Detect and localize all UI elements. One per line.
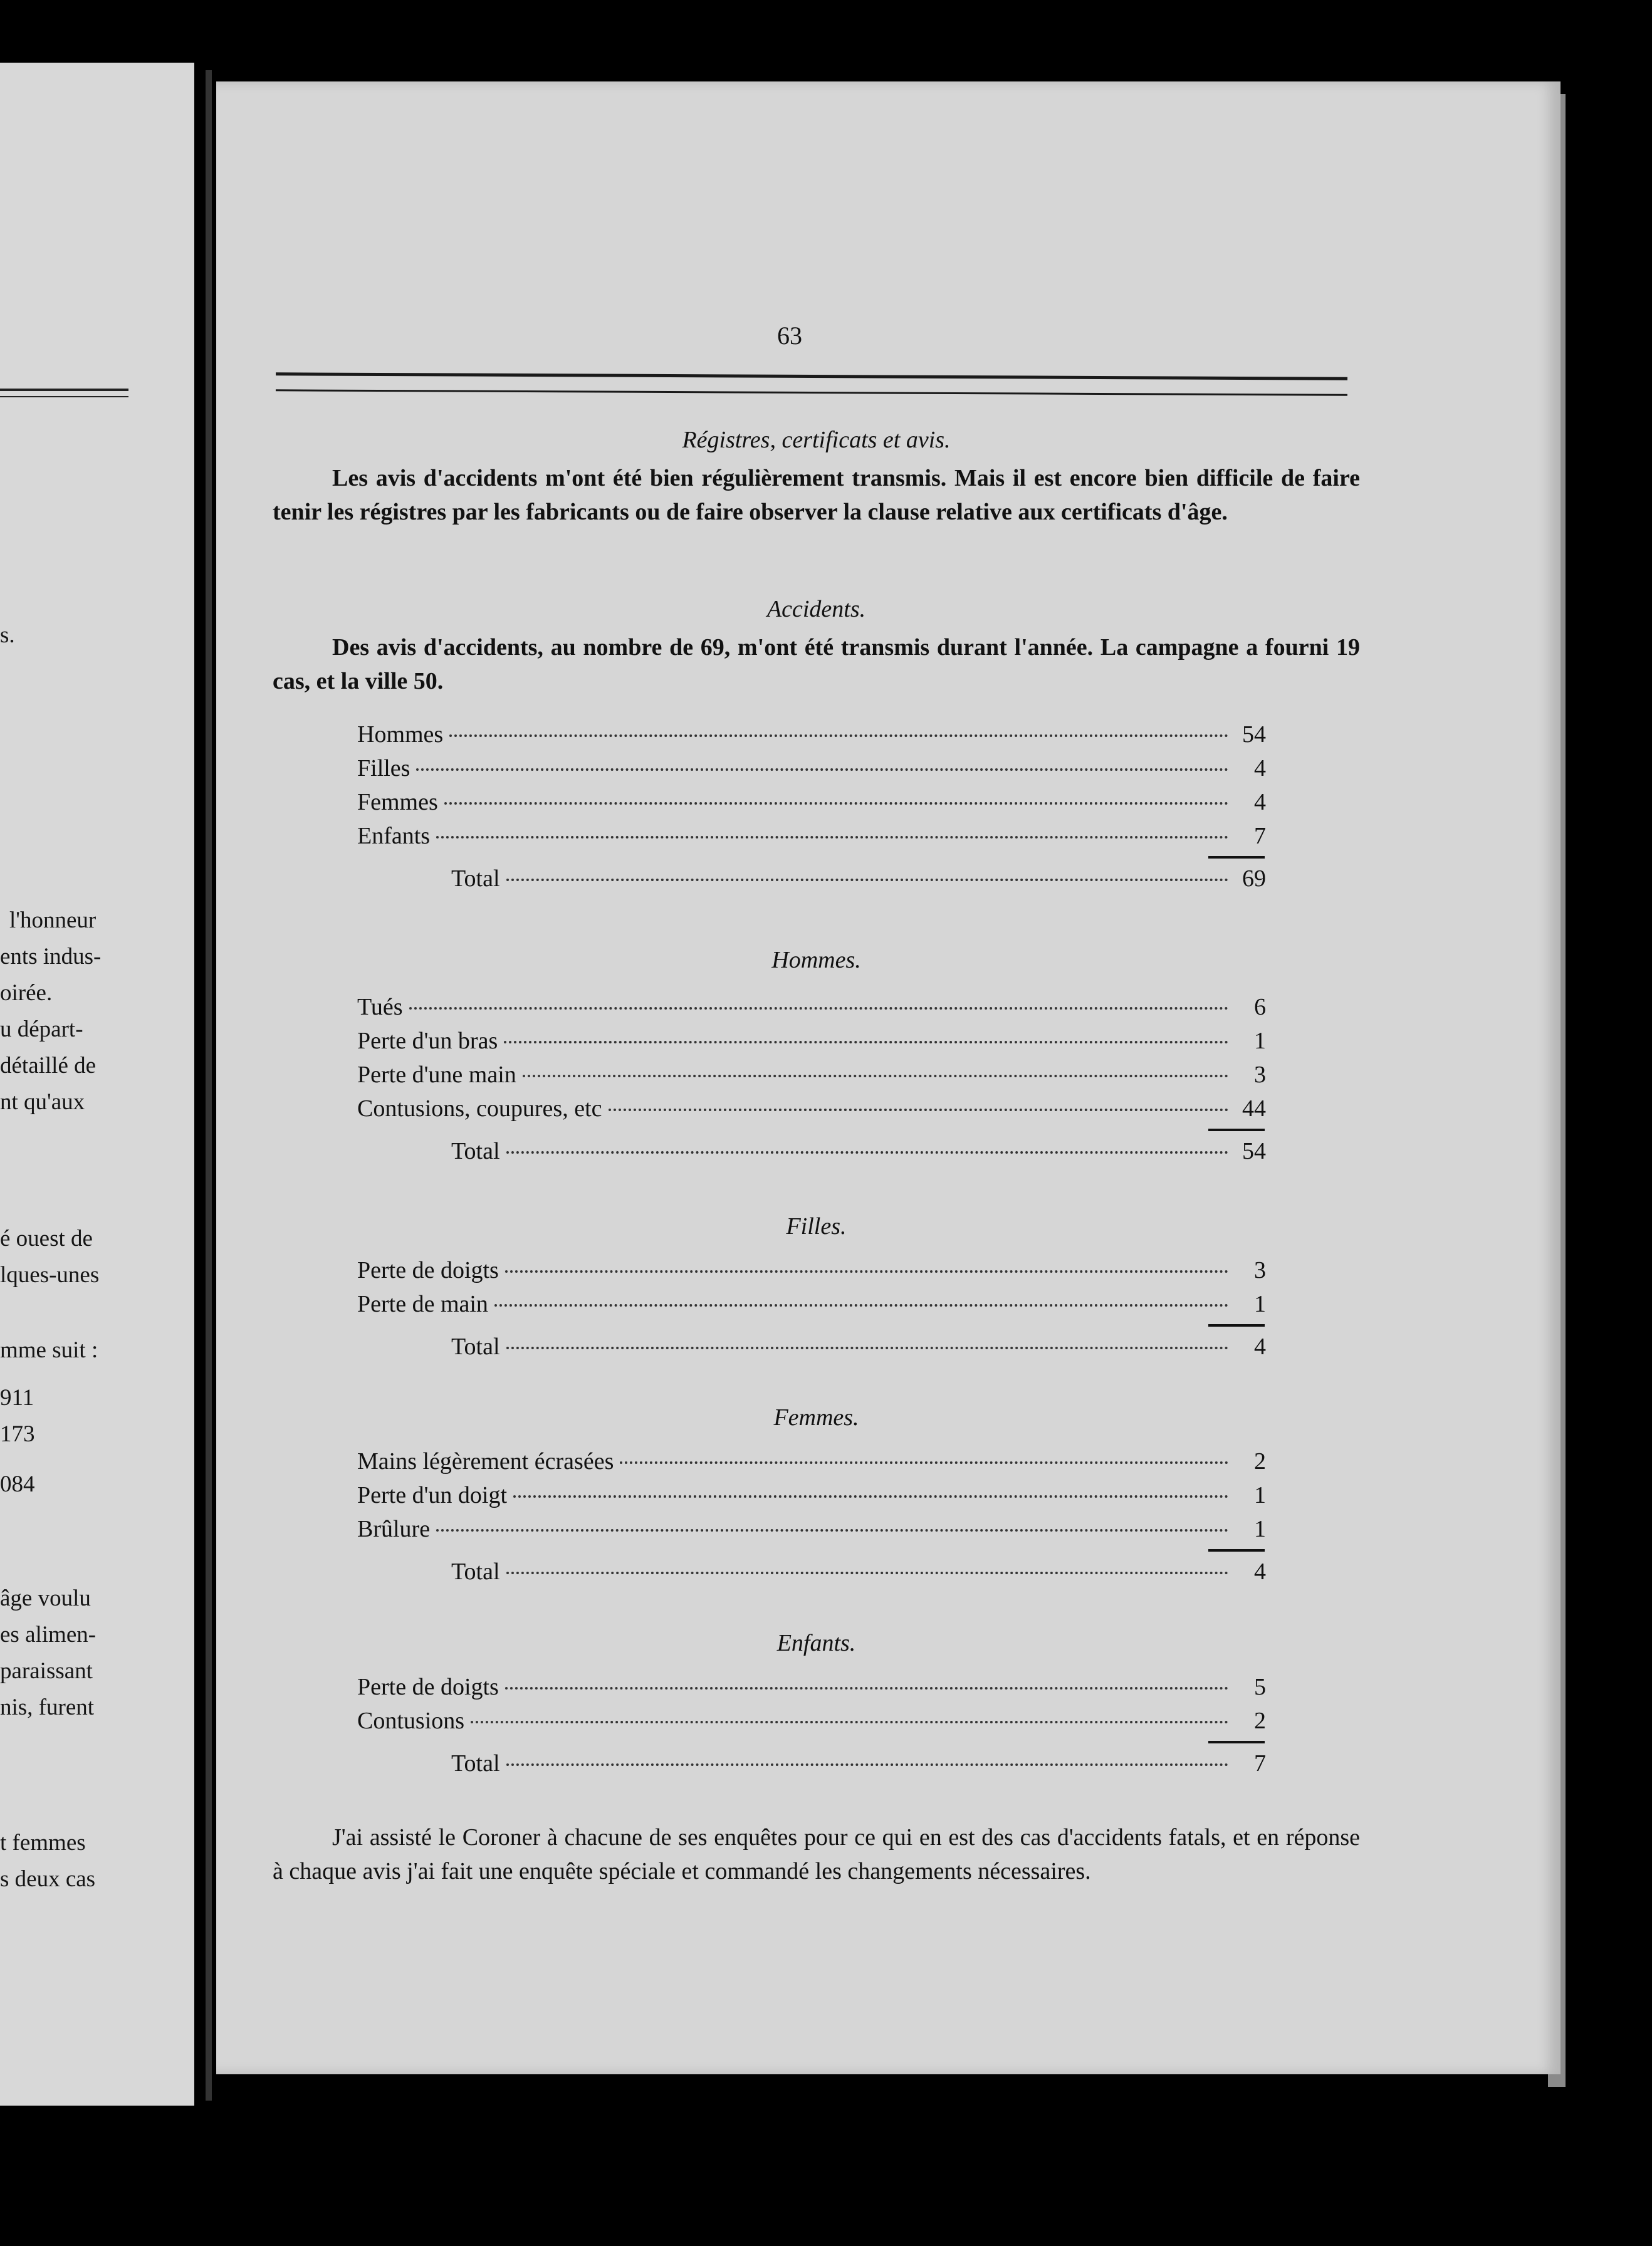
row-value: 7 (1254, 823, 1266, 849)
table-row (357, 788, 1266, 822)
row-value: 5 (1254, 1674, 1266, 1700)
row-label: Perte d'une main (357, 1062, 516, 1088)
row-value: 4 (1254, 789, 1266, 815)
row-label: Mains légèrement écrasées (357, 1448, 614, 1475)
row-value: 44 (1242, 1095, 1266, 1122)
left-text-fragment: t femmes (0, 1830, 86, 1856)
total-value: 54 (1242, 1138, 1266, 1164)
hommes-table (357, 993, 1266, 1171)
leader-dots (506, 1151, 1228, 1154)
leader-dots (506, 879, 1228, 881)
table-row (357, 1290, 1266, 1324)
closing-paragraph: J'ai assisté le Coroner à chacune de ses enquêtes pour ce qui en est des cas d'accidents fatals, et en réponse à chaque avis j'ai fait une enquête spéciale et commandé les changements nécessaires. (273, 1824, 1360, 1884)
table-row (357, 1707, 1266, 1741)
left-text-fragment: 173 (0, 1421, 35, 1447)
row-label: Contusions, coupures, etc (357, 1095, 602, 1122)
left-text-fragment: lques-unes (0, 1262, 100, 1288)
registres-paragraph: Les avis d'accidents m'ont été bien régulièrement transmis. Mais il est encore bien difficile de faire tenir les régistres par les fabricants ou de faire observer la clause relative aux certificats d'âge. (273, 465, 1360, 525)
row-value: 6 (1254, 994, 1266, 1020)
row-label: Brûlure (357, 1516, 431, 1542)
total-row (357, 1750, 1266, 1784)
leader-dots (504, 1041, 1228, 1043)
row-label: Tués (357, 994, 403, 1020)
left-text-fragment: âge voulu (0, 1585, 91, 1611)
row-value: 1 (1254, 1028, 1266, 1054)
leader-dots (620, 1461, 1228, 1464)
group-title-enfants: Enfants. (776, 1630, 856, 1656)
left-text-fragment: oirée. (0, 980, 53, 1006)
table-row (357, 1515, 1266, 1549)
left-text-fragment: es alimen- (0, 1622, 97, 1648)
total-label: Total (451, 1138, 500, 1164)
table-row (357, 721, 1266, 755)
enfants-table (357, 1673, 1266, 1784)
row-value: 1 (1254, 1516, 1266, 1542)
leader-dots (494, 1304, 1228, 1307)
table-row (357, 1256, 1266, 1290)
total-label: Total (451, 865, 500, 892)
total-value: 4 (1254, 1559, 1266, 1585)
left-text-fragment: s. (0, 622, 15, 648)
total-value: 7 (1254, 1750, 1266, 1777)
row-label: Perte d'un bras (357, 1028, 498, 1054)
total-label: Total (451, 1750, 500, 1777)
leader-dots (505, 1270, 1228, 1273)
table-row (357, 755, 1266, 788)
table-row (357, 1673, 1266, 1707)
leader-dots (513, 1495, 1228, 1498)
leader-dots (409, 1007, 1228, 1010)
closing-section (273, 1820, 1360, 1888)
row-value: 54 (1242, 721, 1266, 748)
total-value: 4 (1254, 1334, 1266, 1360)
row-label: Hommes (357, 721, 444, 748)
leader-dots (523, 1075, 1228, 1077)
left-text-fragment: 084 (0, 1471, 35, 1497)
row-label: Perte d'un doigt (357, 1482, 508, 1508)
left-text-fragment: u départ- (0, 1016, 83, 1042)
group-title-hommes: Hommes. (771, 947, 861, 973)
left-text-fragment: 911 (0, 1385, 34, 1411)
left-text-fragment: ents indus- (0, 944, 102, 969)
row-label: Contusions (357, 1708, 465, 1734)
row-value: 1 (1254, 1482, 1266, 1508)
leader-dots (444, 802, 1228, 805)
left-text-fragment: s deux cas (0, 1866, 96, 1892)
total-row (357, 865, 1266, 899)
left-text-fragment: mme suit : (0, 1337, 98, 1363)
leader-dots (506, 1347, 1228, 1349)
registres-section (273, 426, 1360, 529)
left-text-fragment: paraissant (0, 1658, 93, 1684)
row-value: 2 (1254, 1708, 1266, 1734)
total-row (357, 1137, 1266, 1171)
sum-rule (1208, 1324, 1265, 1333)
section-title-accidents: Accidents. (766, 596, 866, 622)
left-text-fragment: l'honneur (9, 907, 97, 933)
row-value: 4 (1254, 755, 1266, 781)
left-page-rule (0, 389, 128, 397)
leader-dots (505, 1687, 1228, 1690)
book-gutter (206, 70, 212, 2101)
total-value: 69 (1242, 865, 1266, 892)
row-label: Filles (357, 755, 410, 781)
femmes-table (357, 1448, 1266, 1592)
leader-dots (436, 836, 1228, 838)
total-row (357, 1333, 1266, 1367)
left-text-fragment: nis, furent (0, 1695, 95, 1720)
sum-rule (1208, 1549, 1265, 1558)
leader-dots (506, 1572, 1228, 1574)
leader-dots (449, 734, 1228, 737)
row-value: 1 (1254, 1291, 1266, 1317)
table-row (357, 1095, 1266, 1129)
sum-rule (1208, 1741, 1265, 1750)
left-text-fragment: détaillé de (0, 1053, 97, 1079)
table-row (357, 822, 1266, 856)
sum-rule (1208, 856, 1265, 865)
summary-table (357, 721, 1266, 899)
leader-dots (506, 1763, 1228, 1766)
row-label: Femmes (357, 789, 438, 815)
row-value: 3 (1254, 1062, 1266, 1088)
row-label: Perte de doigts (357, 1674, 499, 1700)
row-label: Perte de doigts (357, 1257, 499, 1283)
table-row (357, 1027, 1266, 1061)
row-label: Enfants (357, 823, 431, 849)
leader-dots (609, 1109, 1228, 1111)
filles-table (357, 1256, 1266, 1367)
left-page-fragment (0, 63, 194, 2106)
table-row (357, 1448, 1266, 1481)
accidents-paragraph: Des avis d'accidents, au nombre de 69, m'ont été transmis durant l'année. La campagne a fourni 19 cas, et la ville 50. (273, 634, 1360, 694)
row-label: Perte de main (357, 1291, 488, 1317)
sum-rule (1208, 1129, 1265, 1137)
row-value: 3 (1254, 1257, 1266, 1283)
row-value: 2 (1254, 1448, 1266, 1475)
leader-dots (471, 1721, 1228, 1723)
table-row (357, 1481, 1266, 1515)
leader-dots (416, 768, 1228, 771)
total-label: Total (451, 1334, 500, 1360)
table-row (357, 993, 1266, 1027)
table-row (357, 1061, 1266, 1095)
left-text-fragment: é ouest de (0, 1226, 93, 1251)
page-number: 63 (777, 321, 802, 350)
accidents-section (273, 595, 1360, 698)
group-title-femmes: Femmes. (773, 1404, 859, 1431)
section-title-registres: Régistres, certificats et avis. (682, 427, 951, 453)
left-text-fragment: nt qu'aux (0, 1089, 85, 1115)
group-title-filles: Filles. (786, 1213, 847, 1240)
total-row (357, 1558, 1266, 1592)
leader-dots (436, 1529, 1228, 1532)
total-label: Total (451, 1559, 500, 1585)
